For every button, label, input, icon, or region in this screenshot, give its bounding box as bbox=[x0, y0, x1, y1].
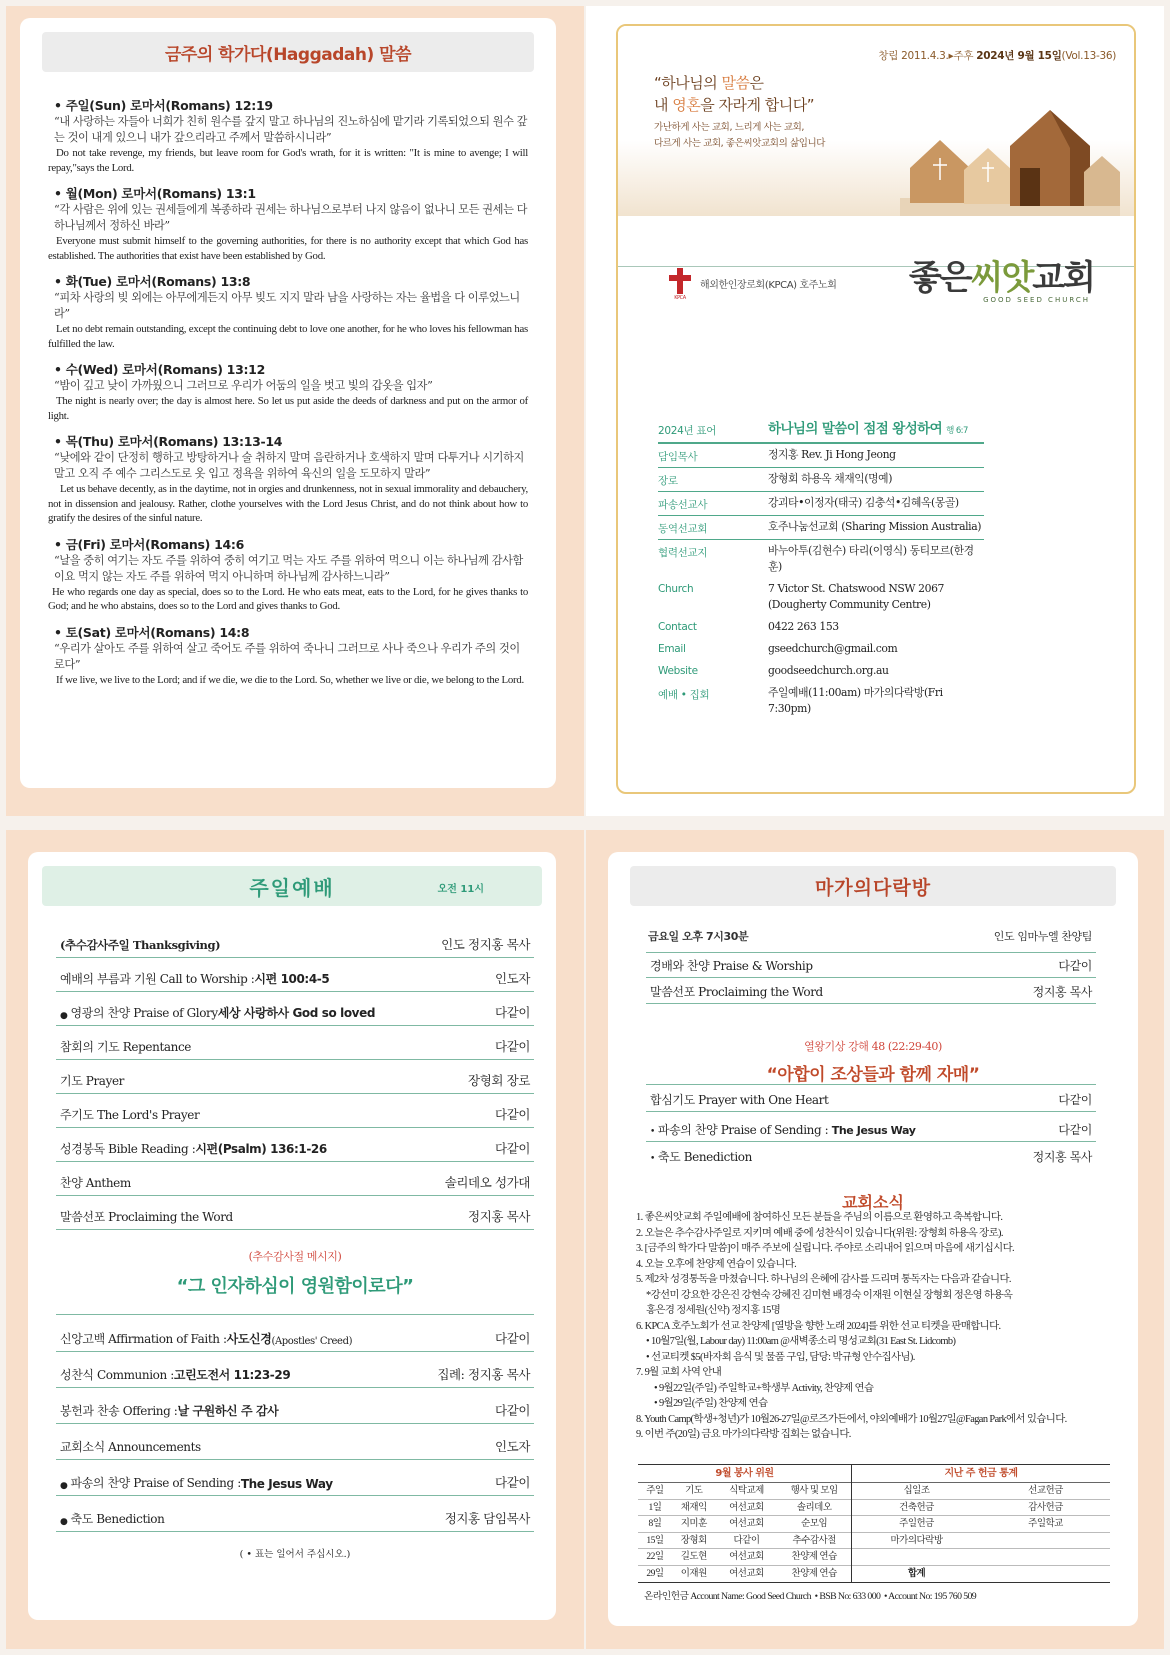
church-logo: 좋은씨앗교회 bbox=[908, 258, 1094, 298]
worship-row: 기도 Prayer 장형회 장로 bbox=[56, 1060, 534, 1094]
sermon-reference: 열왕기상 강해 48 (22:29-40) bbox=[804, 1040, 942, 1053]
day-heading: • 목(Thu) 로마서(Romans) 13:13-14 bbox=[54, 434, 283, 449]
news-item: *강선미 강요한 강은진 강현숙 강혜진 김미현 배경숙 이재원 이현실 장형회 정은영 하용옥 bbox=[646, 1289, 1013, 1301]
offering-table: 지난 주 헌금 통계 십일조 선교헌금 건축헌금 감사헌금 주일헌금 주일학교 마가의다락방 합계 bbox=[852, 1465, 1110, 1582]
worship-row: 봉헌과 찬송 Offering : 날 구원하신 주 감사 다같이 bbox=[56, 1388, 534, 1424]
magadi-subheader: 금요일 오후 7시30분 인도 임마누엘 찬양팀 bbox=[648, 930, 1092, 943]
news-item: 5. 제2차 성경통독을 마쳤습니다. 하나님의 은혜에 감사를 드리며 통독자는 다음과 같습니다. bbox=[636, 1274, 1011, 1285]
day-english-verse: Everyone must submit himself to the governing authorities, for there is no authority except that which God has established. The authorities that exist have been established by God. bbox=[48, 235, 528, 262]
worship-row: 말씀선포 Proclaiming the Word 정지홍 목사 bbox=[56, 1196, 534, 1230]
day-entry bbox=[48, 96, 528, 175]
day-korean-verse: “피차 사랑의 빚 외에는 아무에게든지 아무 빚도 지지 말라 남을 사랑하는 자는 율법을 다 이루었느니라” bbox=[54, 291, 520, 320]
worship-row: 성찬식 Communion : 고린도전서 11:23-29 집례: 정지홍 목사 bbox=[56, 1352, 534, 1388]
day-korean-verse: “밤이 깊고 낮이 가까웠으니 그러므로 우리가 어둠의 일을 벗고 빛의 갑옷을 입자” bbox=[54, 379, 433, 392]
worship-row: (추수감사주일 Thanksgiving) 인도 정지홍 목사 bbox=[56, 924, 534, 958]
church-info-table bbox=[658, 418, 984, 720]
day-korean-verse: “낮에와 같이 단정히 행하고 방탕하거나 술 취하지 말며 음란하거나 호색하지 말며 다투거나 시기하지 말고 오직 주 예수 그리스도로 옷 입고 정욕을 위하여 육신의 일을 도모하지 말라” bbox=[54, 451, 524, 480]
news-item: • 9월22일(주일) 주일학교+학생부 Activity, 찬양제 연습 bbox=[654, 1382, 874, 1394]
worship-row: 신앙고백 Affirmation of Faith : 사도신경 (Apostles' Creed) 다같이 bbox=[56, 1314, 534, 1352]
worship-row: 교회소식 Announcements 인도자 bbox=[56, 1424, 534, 1460]
cover-panel bbox=[586, 6, 1164, 816]
news-item: 8. Youth Camp(학생+청년)가 10월26-27일@로즈가든에서, 야외예배가 10월27일@Fagan Park에서 있습니다. bbox=[636, 1413, 1067, 1425]
day-heading: • 월(Mon) 로마서(Romans) 13:1 bbox=[54, 186, 256, 201]
table-row: 1일 채재익 여선교회 솔리데오 bbox=[638, 1500, 851, 1517]
magadi-header bbox=[630, 866, 1116, 906]
info-row-contact: Contact 0422 263 153 bbox=[658, 620, 839, 633]
table-row: 건축헌금 감사헌금 bbox=[852, 1500, 1110, 1517]
worship-row: ● 파송의 찬양 Praise of Sending : The Jesus Way 다같이 bbox=[56, 1460, 534, 1496]
kpca-cross-icon bbox=[666, 266, 694, 300]
day-entry bbox=[48, 623, 528, 688]
denomination: KPCA 해외한인장로회(KPCA) 호주노회 bbox=[666, 266, 836, 300]
worship-row: 주기도 The Lord's Prayer 다같이 bbox=[56, 1094, 534, 1128]
day-entry bbox=[48, 360, 528, 423]
table-row: 29일 이재원 여선교회 찬양제 연습 bbox=[646, 1568, 837, 1579]
day-entry bbox=[48, 432, 528, 526]
worship-order-list bbox=[56, 924, 534, 1560]
magadi-order-list-2 bbox=[646, 1084, 1096, 1168]
info-row-church-address: Church 7 Victor St. Chatswood NSW 2067 (Dougherty Community Centre) bbox=[658, 582, 945, 611]
info-row-pastor: 담임목사 정지홍 Rev. Ji Hong Jeong bbox=[658, 444, 984, 468]
service-offering-tables bbox=[638, 1464, 1110, 1583]
worship-title: 주일예배 bbox=[249, 875, 335, 900]
news-item: 2. 오늘은 추수감사주일로 지키며 예배 중에 성찬식이 있습니다(위원: 장형회 하용옥 장로). bbox=[636, 1227, 1003, 1239]
magadi-row: 말씀선포 Proclaiming the Word 정지홍 목사 bbox=[646, 978, 1096, 1004]
info-row-partner-mission: 동역선교회 호주나눔선교회 (Sharing Mission Australia) bbox=[658, 516, 984, 540]
day-heading: • 토(Sat) 로마서(Romans) 14:8 bbox=[54, 624, 250, 640]
svg-text:KPCA: KPCA bbox=[674, 295, 686, 300]
table-row: 15일 장형회 다같이 추수감사절 bbox=[638, 1533, 851, 1550]
news-item: 6. KPCA 호주노회가 선교 찬양제 [열방을 향한 노래 2024]를 위한 선교 티켓을 판매합니다. bbox=[636, 1320, 1001, 1332]
issue-info: 창립 2011.4.3.▸주후 2024년 9월 15일(Vol.13-36) bbox=[878, 50, 1116, 62]
cover-subquote: 가난하게 사는 교회, 느리게 사는 교회, 다르게 사는 교회, 좋은씨앗교회의 삶입니다 bbox=[654, 122, 826, 149]
worship-row: 참회의 기도 Repentance 다같이 bbox=[56, 1026, 534, 1060]
haggadah-list bbox=[48, 96, 528, 696]
table-row: 주일헌금 주일학교 bbox=[852, 1516, 1110, 1533]
cover-frame bbox=[616, 24, 1136, 794]
news-item: 9. 이번 주(20일) 금요 마가의다락방 집회는 없습니다. bbox=[636, 1429, 851, 1440]
worship-time: 오전 11시 bbox=[437, 884, 484, 895]
standing-note: ( • 표는 일어서 주십시오.) bbox=[239, 1549, 351, 1560]
info-row-service-times: 예배 • 집회 주일예배(11:00am) 마가의다락방(Fri 7:30pm) bbox=[658, 686, 943, 715]
worship-row: 찬양 Anthem 솔리데오 성가대 bbox=[56, 1162, 534, 1196]
day-heading: • 화(Tue) 로마서(Romans) 13:8 bbox=[54, 274, 251, 289]
info-row-mission-fields: 협력선교지 바누아투(김현수) 타리(이영식) 동티모르(한경훈) bbox=[658, 544, 974, 573]
worship-row: ● 영광의 찬양 Praise of Glory 세상 사랑하사 God so loved 다같이 bbox=[56, 992, 534, 1026]
day-entry bbox=[48, 184, 528, 263]
table-row bbox=[852, 1549, 1110, 1566]
magadi-order-list bbox=[646, 952, 1096, 1004]
day-korean-verse: “내 사랑하는 자들아 너희가 친히 원수를 갚지 말고 하나님의 진노하심에 맡기라 기록되었으되 원수 갚는 것이 내게 있으니 내가 갚으리라고 주께서 말씀하시니라” bbox=[54, 115, 528, 144]
info-row-website: Website goodseedchurch.org.au bbox=[658, 660, 984, 682]
info-row-missionaries: 파송선교사 강괴타•이정자(태국) 김충석•김혜옥(몽골) bbox=[658, 492, 984, 516]
day-korean-verse: “날을 중히 여기는 자도 주를 위하여 중히 여기고 먹는 자도 주를 위하여 먹으니 이는 하나님께 감사함이요 먹지 않는 자도 주를 위하여 먹지 아니하며 하나님께 감사하느니라” bbox=[54, 553, 523, 583]
worship-row: ● 축도 Benediction 정지홍 담임목사 bbox=[56, 1496, 534, 1532]
website-link[interactable]: goodseedchurch.org.au bbox=[768, 664, 889, 677]
haggadah-header bbox=[42, 32, 534, 72]
table-row: 8일 지미훈 여선교회 순모임 bbox=[638, 1516, 851, 1533]
worship-row: 성경봉독 Bible Reading : 시편(Psalm) 136:1-26 다같이 bbox=[56, 1128, 534, 1162]
news-item: • 9월29일(주일) 찬양제 연습 bbox=[654, 1398, 768, 1409]
day-english-verse: The night is nearly over; the day is almost here. So let us put aside the deeds of darkness and put on the armor of light. bbox=[48, 395, 528, 422]
news-item: 홍은경 정세원(신약) 정지홍 15명 bbox=[646, 1305, 781, 1316]
table-row: 22일 길도현 여선교회 찬양제 연습 bbox=[638, 1549, 851, 1566]
table-row: 합계 bbox=[907, 1568, 926, 1579]
news-item: 1. 좋은씨앗교회 주일예배에 참여하신 모든 분들을 주님의 이름으로 환영하고 축복합니다. bbox=[636, 1212, 1003, 1223]
magadi-panel bbox=[608, 852, 1138, 1626]
day-heading: • 수(Wed) 로마서(Romans) 13:12 bbox=[54, 362, 265, 377]
day-heading: • 주일(Sun) 로마서(Romans) 12:19 bbox=[54, 98, 273, 113]
news-item: 4. 오늘 오후에 찬양제 연습이 있습니다. bbox=[636, 1258, 797, 1270]
day-entry bbox=[48, 535, 528, 614]
worship-row: 예배의 부름과 기원 Call to Worship : 시편 100:4-5 인도자 bbox=[56, 958, 534, 992]
info-row-email: Email gseedchurch@gmail.com bbox=[658, 638, 984, 660]
magadi-sermon bbox=[608, 1038, 1138, 1085]
cover-quote: “하나님의 말씀은 내 영혼을 자라게 합니다” bbox=[654, 74, 814, 114]
day-english-verse: He who regards one day as special, does so to the Lord. He who eats meat, eats to the Lord, for he gives thanks to God; and he who abstains, does so to the Lord and gives thanks to God. bbox=[48, 585, 528, 612]
worship-header bbox=[42, 866, 542, 906]
info-row-elders: 장로 장형회 하용옥 채재익(명예) bbox=[658, 468, 984, 492]
day-english-verse: Let no debt remain outstanding, except the continuing debt to love one another, for he who loves his fellowman has fulfilled the law. bbox=[48, 323, 528, 350]
day-korean-verse: “각 사람은 위에 있는 권세들에게 복종하라 권세는 하나님으로부터 나지 않음이 없나니 모든 권세는 다 하나님께서 정하신 바라” bbox=[54, 203, 528, 232]
table-row: 주일 기도 식탁교제 행사 및 모임 bbox=[638, 1483, 851, 1500]
table-row: 마가의다락방 bbox=[852, 1533, 1110, 1550]
sermon-label: (추수감사절 메시지) bbox=[248, 1250, 342, 1263]
day-english-verse: If we live, we live to the Lord; and if we die, we die to the Lord. So, whether we live or die, we belong to the Lord. bbox=[56, 673, 524, 686]
sermon-title: “아합이 조상들과 함께 자매” bbox=[766, 1065, 980, 1085]
day-heading: • 금(Fri) 로마서(Romans) 14:6 bbox=[54, 536, 244, 552]
day-english-verse: Do not take revenge, my friends, but leave room for God's wrath, for it is written: "It is mine to avenge; I will repay,"says the Lord. bbox=[48, 147, 528, 174]
online-offering: 온라인헌금 Account Name: Good Seed Church • BSB No: 633 000 • Account No: 195 760 509 bbox=[644, 1591, 977, 1602]
haggadah-panel bbox=[20, 18, 556, 788]
haggadah-title: 금주의 학가다(Haggadah) 말씀 bbox=[164, 44, 411, 65]
news-item: 7. 9월 교회 사역 안내 bbox=[636, 1367, 722, 1378]
magadi-row: 합심기도 Prayer with One Heart 다같이 bbox=[646, 1084, 1096, 1112]
table-row: 십일조 선교헌금 bbox=[852, 1483, 1110, 1500]
news-title: 교회소식 bbox=[842, 1193, 904, 1212]
news-item: • 10월7일(월, Labour day) 11:00am @새벽종소리 명성교회(31 East St. Lidcomb) bbox=[646, 1336, 956, 1347]
church-logo-english: GOOD SEED CHURCH bbox=[983, 296, 1090, 304]
service-table: 9월 봉사 위원 주일 기도 식탁교제 행사 및 모임 1일 채재익 여선교회 솔리데오 8일 지미훈 여선교회 순모임 15일 장형회 다같이 추수감사절 22일 길도현 여선교회 찬양제 연습 29일 이재원 여선교회 찬양제 연습 bbox=[638, 1465, 852, 1582]
wooden-houses-image bbox=[900, 98, 1120, 216]
sermon-title: “그 인자하심이 영원함이로다” bbox=[176, 1276, 414, 1297]
news-list bbox=[636, 1210, 1116, 1443]
email-link[interactable]: gseedchurch@gmail.com bbox=[768, 642, 898, 655]
magadi-row: 경배와 찬양 Praise & Worship 다같이 bbox=[646, 952, 1096, 978]
day-korean-verse: “우리가 살아도 주를 위하여 살고 죽어도 주를 위하여 죽나니 그러므로 사나 죽으나 우리가 주의 것이로다” bbox=[54, 641, 520, 671]
magadi-title: 마가의다락방 bbox=[814, 876, 932, 899]
day-entry bbox=[48, 272, 528, 351]
day-english-verse: Let us behave decently, as in the daytime, not in orgies and drunkenness, not in sexual immorality and debauchery, not in dissension and jealousy. Rather, clothe yourselves with the Lord Jesus Christ, and do not think about how to gratify the desires of the sinful nature. bbox=[48, 483, 528, 524]
magadi-row: • 파송의 찬양 Praise of Sending : The Jesus Way 다같이 bbox=[646, 1112, 1096, 1142]
news-item: 3. [금주의 학가다 말씀]이 매주 주보에 실립니다. 주야로 소리내어 읽으며 마음에 새기십시다. bbox=[636, 1243, 1015, 1254]
info-row-motto: 2024년 표어 하나님의 말씀이 점점 왕성하여 행 6:7 bbox=[658, 418, 984, 444]
news-item: • 선교티켓 $5(바자회 음식 및 물품 구입, 담당: 박규형 안수집사님). bbox=[646, 1351, 915, 1363]
worship-panel bbox=[28, 852, 556, 1620]
magadi-row: • 축도 Benediction 정지홍 목사 bbox=[650, 1150, 1092, 1164]
